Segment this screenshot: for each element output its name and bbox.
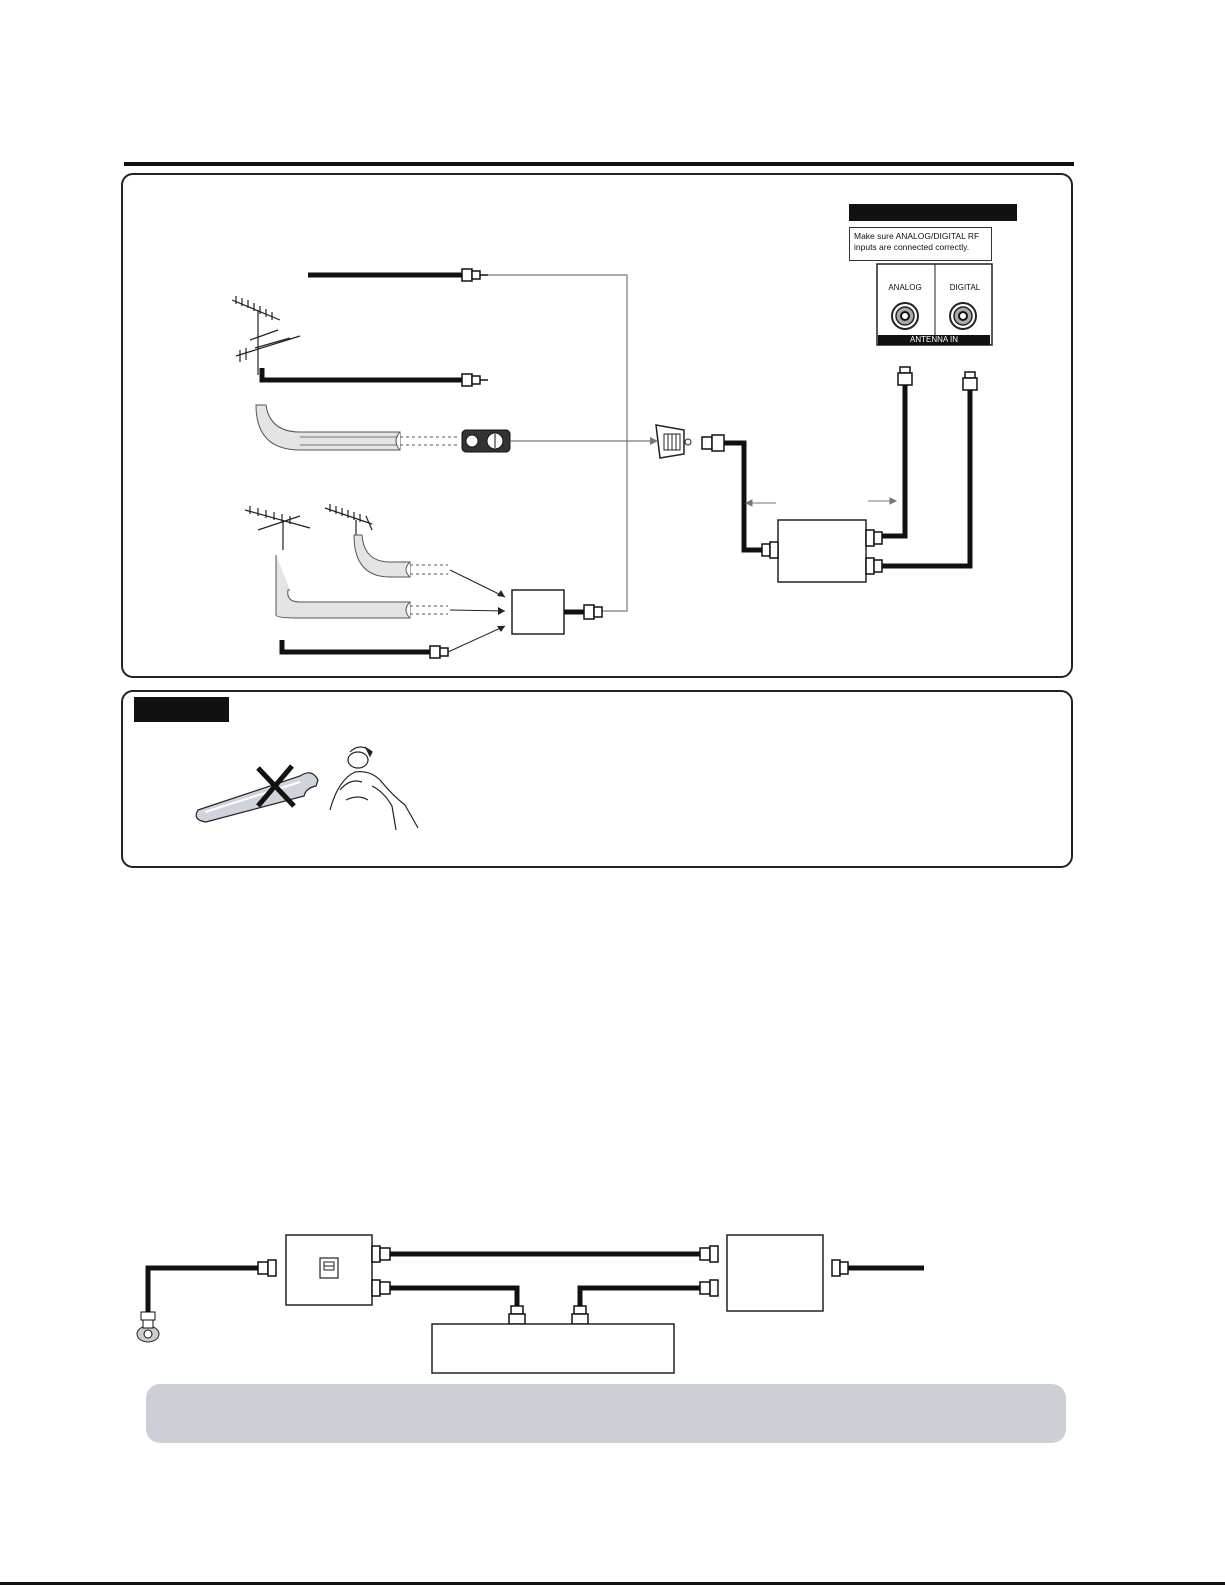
matching-transformer-icon xyxy=(462,430,510,452)
bottom-info-bar xyxy=(146,1384,1066,1443)
bottom-device-box xyxy=(432,1324,674,1373)
center-coax-cable xyxy=(702,435,762,550)
bottom-splitter-out-connectors xyxy=(372,1246,390,1296)
wall-outlet-icon xyxy=(656,425,691,458)
bottom-wall-outlet-icon xyxy=(137,1312,159,1342)
vhf-coax xyxy=(282,626,505,658)
antenna-in-terminal xyxy=(877,264,992,345)
bottom-input-cable xyxy=(148,1268,258,1312)
analog-label: ANALOG xyxy=(888,283,922,292)
note-tab xyxy=(134,697,229,722)
bottom-switch-box xyxy=(727,1235,823,1311)
twin-lead-cable xyxy=(256,405,460,450)
bottom-splitter-connectors xyxy=(258,1260,276,1276)
digital-label: DIGITAL xyxy=(949,283,981,292)
terminal-connectors xyxy=(898,367,977,390)
digital-jack-icon xyxy=(950,303,976,329)
antenna-in-label: ANTENNA IN xyxy=(878,335,990,345)
antenna-icon xyxy=(232,296,300,375)
note-panel xyxy=(121,690,1073,868)
cable-tv-line xyxy=(308,269,488,281)
antenna-coax xyxy=(262,368,488,386)
splitter-icon xyxy=(762,520,882,582)
separate-antennas-icon xyxy=(245,504,372,550)
direction-arrows xyxy=(746,498,896,506)
terminal-note: Make sure ANALOG/DIGITAL RF inputs are connected correctly. xyxy=(849,227,992,261)
terminal-cables xyxy=(882,385,970,566)
uhf-twin-lead xyxy=(354,535,505,597)
combiner-icon xyxy=(512,590,602,634)
analog-jack-icon xyxy=(892,303,918,329)
bottom-splitter-box xyxy=(286,1235,372,1305)
